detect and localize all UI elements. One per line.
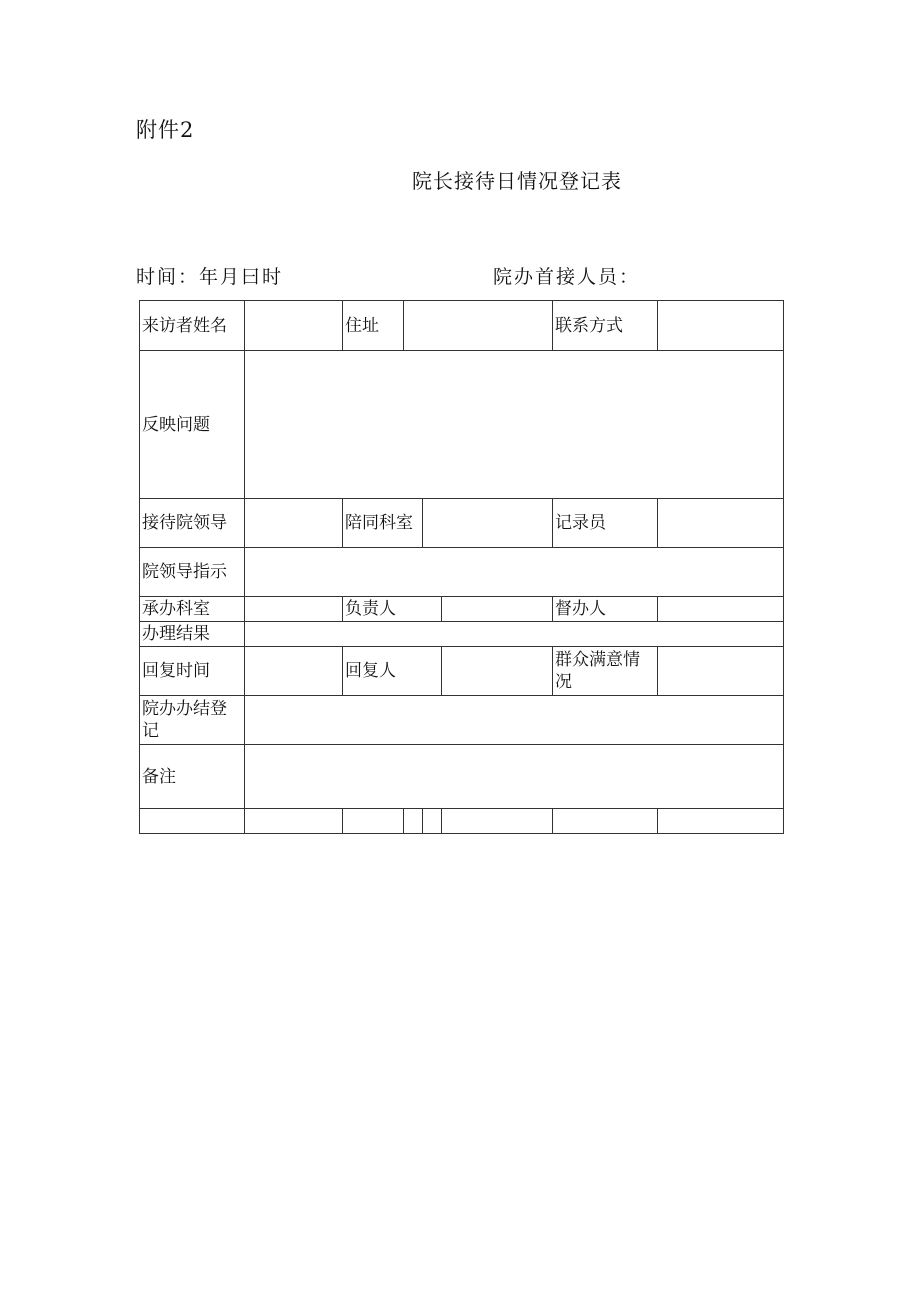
receiving-leader-label: 接待院领导	[140, 499, 245, 548]
issue-field[interactable]	[245, 351, 784, 499]
table-row	[140, 597, 784, 622]
blank-cell[interactable]	[245, 809, 343, 834]
staff-label: 院办首接人员：	[493, 266, 641, 288]
table-row	[140, 499, 784, 548]
attachment-label: 附件2	[136, 118, 195, 142]
responsible-person-field[interactable]	[442, 597, 553, 622]
leader-instruction-label: 院领导指示	[140, 548, 245, 597]
time-label: 时间：年月曰时	[136, 266, 284, 288]
handling-result-field[interactable]	[245, 622, 784, 647]
contact-label: 联系方式	[553, 301, 658, 351]
replier-field[interactable]	[442, 647, 553, 696]
table-row	[140, 301, 784, 351]
table-row	[140, 548, 784, 597]
blank-cell[interactable]	[553, 809, 658, 834]
visitor-name-label: 来访者姓名	[140, 301, 245, 351]
satisfaction-field[interactable]	[658, 647, 784, 696]
table-row	[140, 809, 784, 834]
receiving-leader-field[interactable]	[245, 499, 343, 548]
reply-time-field[interactable]	[245, 647, 343, 696]
blank-cell[interactable]	[423, 809, 442, 834]
table-row	[140, 647, 784, 696]
satisfaction-label: 群众满意情况	[553, 647, 658, 696]
closing-registration-label: 院办办结登记	[140, 696, 245, 745]
form-title: 院长接待日情况登记表	[412, 169, 622, 193]
table-row	[140, 745, 784, 809]
blank-cell[interactable]	[140, 809, 245, 834]
supervisor-label: 督办人	[553, 597, 658, 622]
table-row	[140, 622, 784, 647]
blank-cell[interactable]	[404, 809, 423, 834]
supervisor-field[interactable]	[658, 597, 784, 622]
handling-dept-label: 承办科室	[140, 597, 245, 622]
remarks-field[interactable]	[245, 745, 784, 809]
blank-cell[interactable]	[442, 809, 553, 834]
recorder-field[interactable]	[658, 499, 784, 548]
reply-time-label: 回复时间	[140, 647, 245, 696]
contact-field[interactable]	[658, 301, 784, 351]
recorder-label: 记录员	[553, 499, 658, 548]
table-row	[140, 696, 784, 745]
remarks-label: 备注	[140, 745, 245, 809]
closing-registration-field[interactable]	[245, 696, 784, 745]
issue-label: 反映问题	[140, 351, 245, 499]
leader-instruction-field[interactable]	[245, 548, 784, 597]
blank-cell[interactable]	[343, 809, 404, 834]
handling-dept-field[interactable]	[245, 597, 343, 622]
visitor-name-field[interactable]	[245, 301, 343, 351]
replier-label: 回复人	[343, 647, 442, 696]
registration-table	[139, 300, 784, 834]
accompanying-dept-field[interactable]	[423, 499, 553, 548]
address-label: 住址	[343, 301, 404, 351]
handling-result-label: 办理结果	[140, 622, 245, 647]
accompanying-dept-label: 陪同科室	[343, 499, 423, 548]
address-field[interactable]	[404, 301, 553, 351]
table-row	[140, 351, 784, 499]
responsible-person-label: 负责人	[343, 597, 442, 622]
blank-cell[interactable]	[658, 809, 784, 834]
